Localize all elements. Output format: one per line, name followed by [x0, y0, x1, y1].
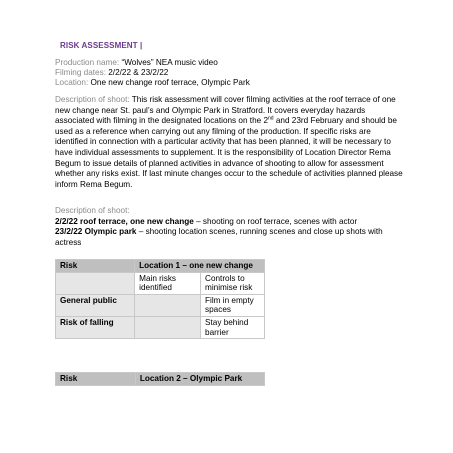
filming-dates-value: 2/2/22 & 23/2/22	[108, 68, 169, 77]
shoot-item	[55, 217, 405, 228]
location-header: Location 1 – one new change	[135, 260, 265, 273]
shoot-item-desc: – shooting location scenes, running scenes and close up shots with actress	[55, 227, 383, 247]
risk-table-location-1	[55, 259, 265, 339]
filming-dates-line	[55, 68, 425, 78]
production-meta	[55, 58, 425, 88]
risk-cell: General public	[56, 294, 135, 316]
main-risk-cell	[135, 294, 201, 316]
shoot-item-desc: – shooting on roof terrace, scenes with actor	[193, 216, 358, 226]
production-name-label: Production name:	[55, 58, 120, 67]
shoot-item	[55, 227, 405, 248]
shoot-item-date: 23/2/22 Olympic park	[55, 227, 137, 237]
risk-header: Risk	[56, 260, 135, 273]
description-text-2: and 23rd February and should be used as a reference when carrying out any filming of the production. If specific risks are identified in connection with a particular activity that has been planned, it will be necessary to have individual assessments to supplement. It is the responsibility of Location Director Rema Begum to issue details of planned activities in advance of shooting to allow for assessment whether any risks exist. If last minute changes occur to the schedule of activities planned please inform Rema Begum.	[55, 116, 403, 189]
table-row	[56, 316, 265, 338]
production-name-line	[55, 58, 425, 68]
risk-header: Risk	[56, 373, 136, 386]
controls-header: Controls to minimise risk	[201, 272, 265, 294]
location-line	[55, 78, 425, 88]
description-label: Description of shoot:	[55, 95, 130, 104]
table-header-row	[56, 260, 265, 273]
table-header-row	[56, 373, 265, 386]
empty-cell	[56, 272, 135, 294]
risk-table-location-2	[55, 372, 265, 386]
shoot-label: Description of shoot:	[55, 206, 130, 215]
production-name-value: “Wolves” NEA music video	[121, 58, 218, 67]
location-value: One new change roof terrace, Olympic Park	[90, 78, 250, 87]
main-risk-cell	[135, 316, 201, 338]
control-cell: Stay behind barrier	[201, 316, 265, 338]
control-cell: Film in empty spaces	[201, 294, 265, 316]
description-text-1: This risk assessment will cover filming activities at the roof terrace of one new change near St. paul’s and Olympic Park in Stratford. It covers everyday hazards associated with filming in the designated locations on the 2	[55, 95, 396, 126]
location-header: Location 2 – Olympic Park	[135, 373, 264, 386]
shoot-section	[55, 206, 405, 248]
document-title: RISK ASSESSMENT |	[60, 41, 143, 50]
table-row	[56, 294, 265, 316]
description-sup: nd	[268, 115, 274, 122]
shoot-item-date: 2/2/22 roof terrace, one new change	[55, 216, 194, 226]
filming-dates-label: Filming dates:	[55, 68, 106, 77]
location-label: Location:	[55, 78, 89, 87]
main-risks-header: Main risks identified	[135, 272, 201, 294]
table-subheader-row	[56, 272, 265, 294]
description-section	[55, 95, 405, 190]
risk-cell: Risk of falling	[56, 316, 135, 338]
